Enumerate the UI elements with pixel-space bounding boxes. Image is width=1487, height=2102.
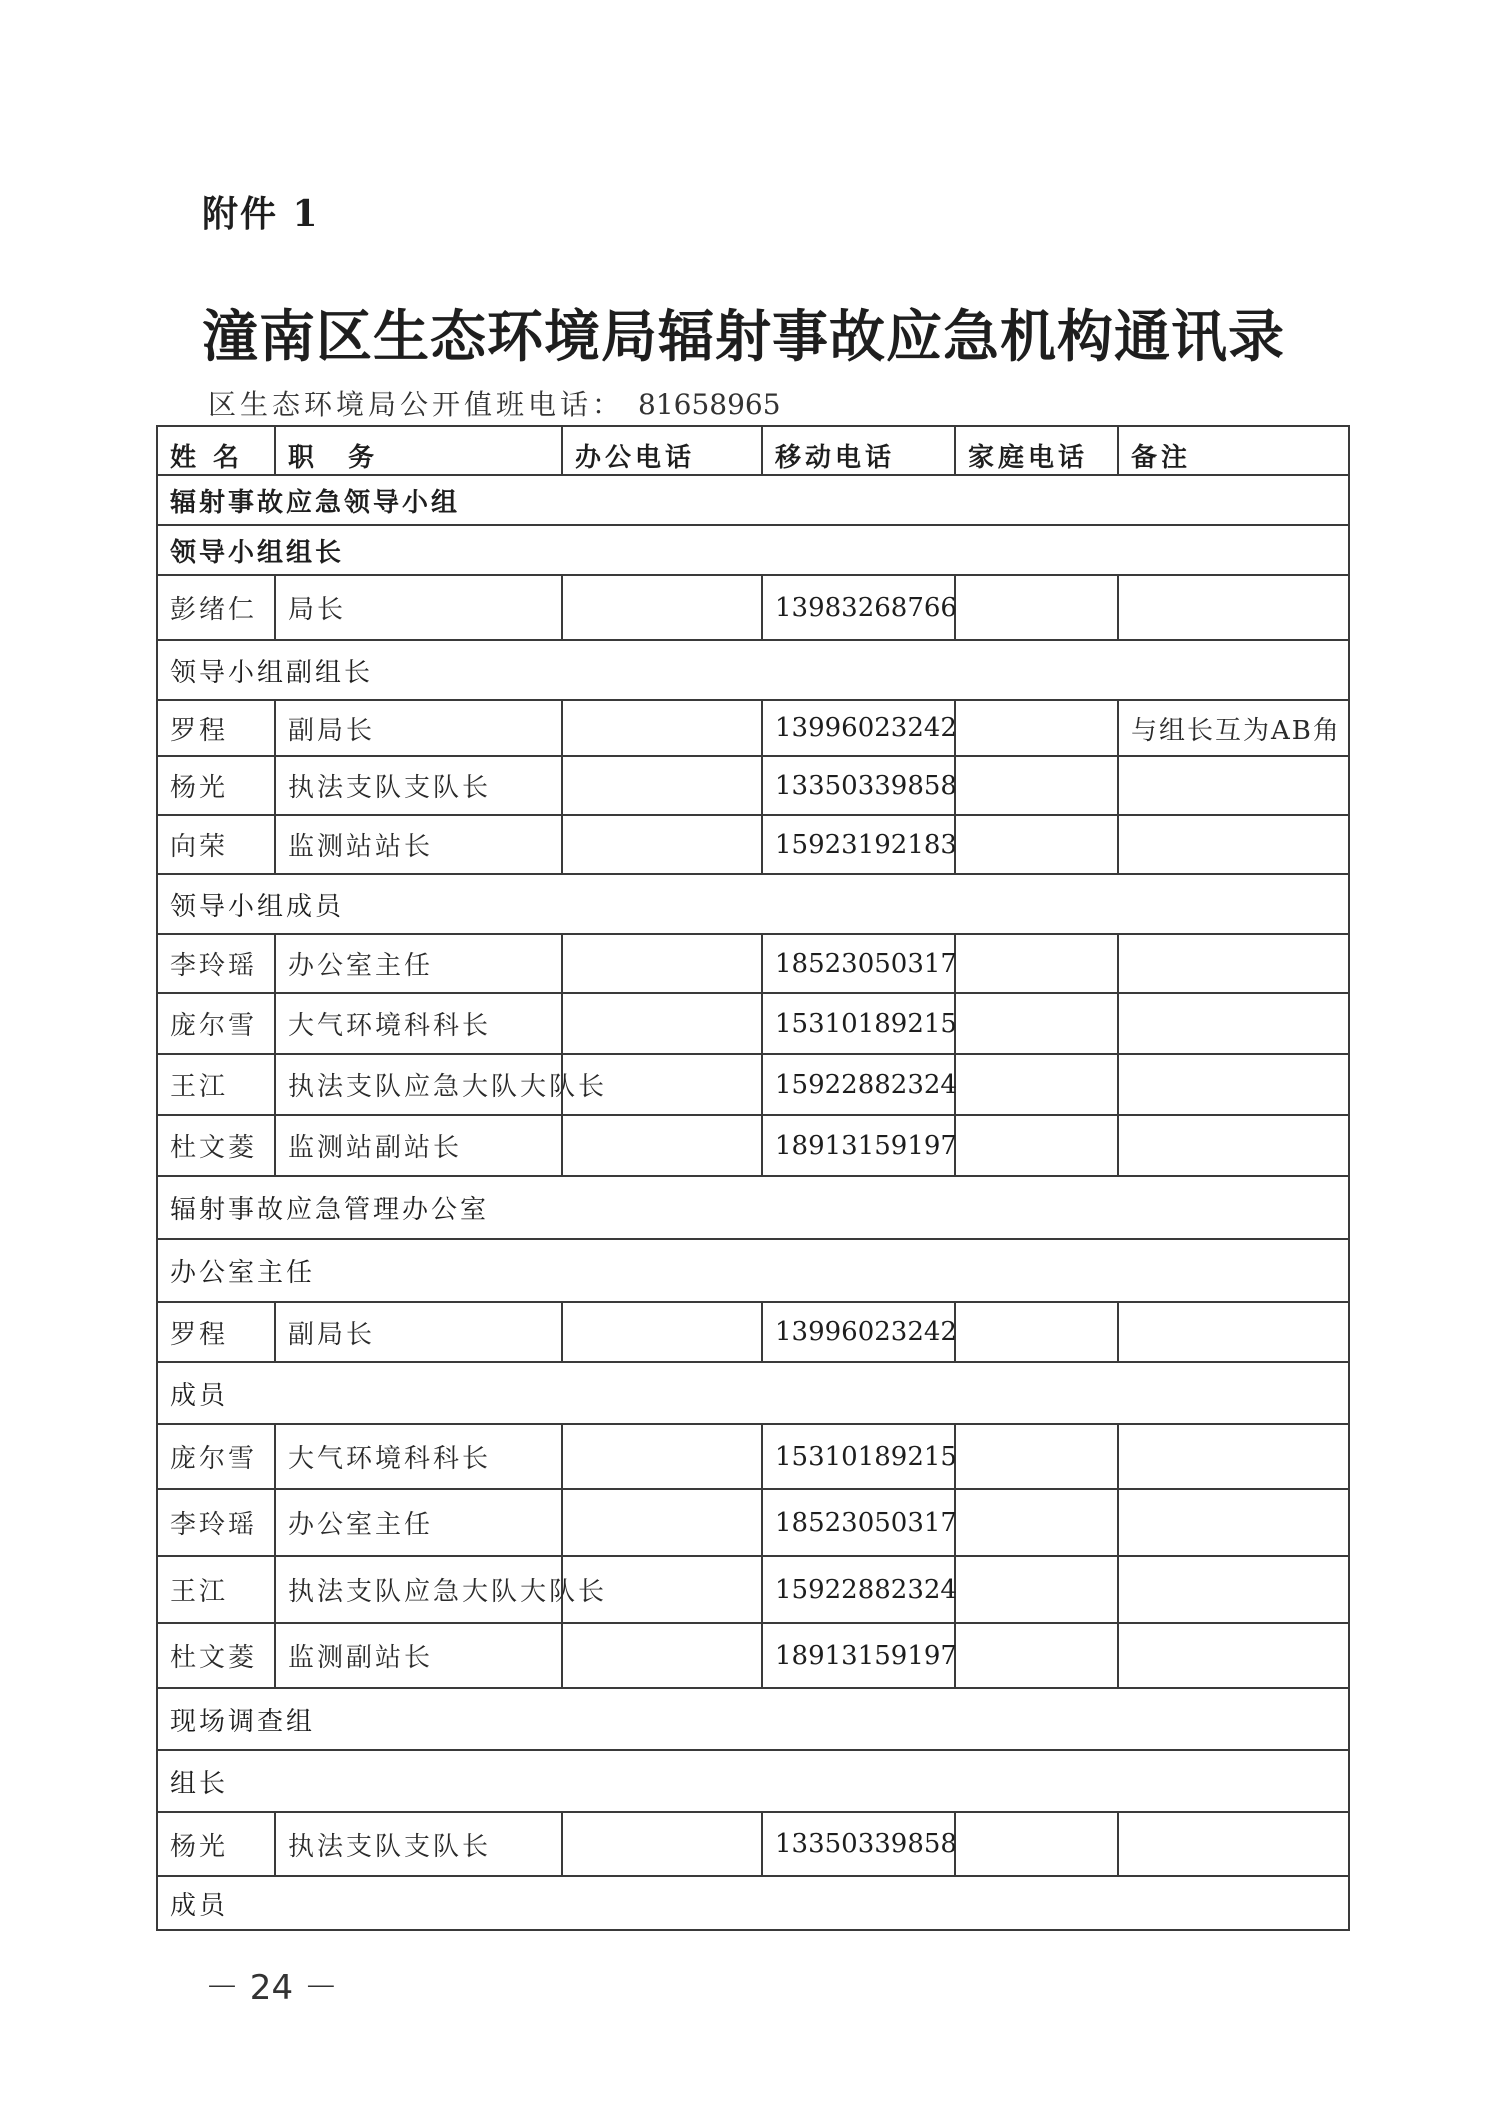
group-heading: 领导小组副组长 bbox=[157, 640, 1349, 700]
home-phone bbox=[955, 700, 1118, 756]
contact-row bbox=[157, 934, 1349, 993]
note-cell bbox=[1118, 1424, 1349, 1489]
person-name: 杜文菱 bbox=[157, 1115, 275, 1176]
home-phone bbox=[955, 1812, 1118, 1876]
column-header: 姓 名 bbox=[157, 426, 275, 475]
note-cell bbox=[1118, 756, 1349, 815]
person-name: 杜文菱 bbox=[157, 1623, 275, 1688]
group-heading-row bbox=[157, 1876, 1349, 1930]
office-phone bbox=[562, 1115, 762, 1176]
contact-row bbox=[157, 575, 1349, 640]
mobile-phone: 15310189215 bbox=[762, 993, 955, 1054]
column-header: 家庭电话 bbox=[955, 426, 1118, 475]
person-position: 副局长 bbox=[275, 700, 562, 756]
office-phone bbox=[562, 934, 762, 993]
group-heading-row bbox=[157, 640, 1349, 700]
note-cell bbox=[1118, 1556, 1349, 1623]
group-heading: 组长 bbox=[157, 1750, 1349, 1812]
contact-table-body bbox=[157, 426, 1349, 1930]
group-heading: 领导小组组长 bbox=[157, 525, 1349, 575]
header-row bbox=[157, 426, 1349, 475]
office-phone bbox=[562, 700, 762, 756]
home-phone bbox=[955, 1556, 1118, 1623]
note-cell bbox=[1118, 1623, 1349, 1688]
person-position: 执法支队应急大队大队长 bbox=[275, 1054, 562, 1115]
group-heading: 办公室主任 bbox=[157, 1239, 1349, 1302]
home-phone bbox=[955, 1115, 1118, 1176]
duty-phone-label: 区生态环境局公开值班电话： bbox=[208, 388, 625, 421]
person-position: 监测副站长 bbox=[275, 1623, 562, 1688]
person-name: 李玲瑶 bbox=[157, 934, 275, 993]
note-cell bbox=[1118, 1115, 1349, 1176]
contact-directory-table bbox=[156, 425, 1350, 1931]
note-cell bbox=[1118, 1054, 1349, 1115]
contact-row bbox=[157, 1623, 1349, 1688]
group-heading-row bbox=[157, 1362, 1349, 1424]
mobile-phone: 15922882324 bbox=[762, 1054, 955, 1115]
person-name: 罗程 bbox=[157, 700, 275, 756]
contact-row bbox=[157, 815, 1349, 874]
contact-row bbox=[157, 1424, 1349, 1489]
home-phone bbox=[955, 1489, 1118, 1556]
person-position: 副局长 bbox=[275, 1302, 562, 1362]
office-phone bbox=[562, 1623, 762, 1688]
person-name: 庞尔雪 bbox=[157, 1424, 275, 1489]
column-header: 移动电话 bbox=[762, 426, 955, 475]
group-heading: 领导小组成员 bbox=[157, 874, 1349, 934]
person-position: 大气环境科科长 bbox=[275, 993, 562, 1054]
column-header: 备注 bbox=[1118, 426, 1349, 475]
office-phone bbox=[562, 1812, 762, 1876]
home-phone bbox=[955, 815, 1118, 874]
mobile-phone: 18523050317 bbox=[762, 934, 955, 993]
person-name: 彭绪仁 bbox=[157, 575, 275, 640]
person-name: 杨光 bbox=[157, 1812, 275, 1876]
person-name: 杨光 bbox=[157, 756, 275, 815]
home-phone bbox=[955, 1424, 1118, 1489]
note-cell bbox=[1118, 1302, 1349, 1362]
group-heading-row bbox=[157, 1239, 1349, 1302]
person-name: 罗程 bbox=[157, 1302, 275, 1362]
office-phone bbox=[562, 1489, 762, 1556]
home-phone bbox=[955, 575, 1118, 640]
note-cell bbox=[1118, 993, 1349, 1054]
person-position: 办公室主任 bbox=[275, 1489, 562, 1556]
mobile-phone: 15310189215 bbox=[762, 1424, 955, 1489]
mobile-phone: 18913159197 bbox=[762, 1623, 955, 1688]
person-name: 向荣 bbox=[157, 815, 275, 874]
note-cell bbox=[1118, 934, 1349, 993]
group-heading-row bbox=[157, 525, 1349, 575]
office-phone bbox=[562, 756, 762, 815]
group-heading-row bbox=[157, 874, 1349, 934]
mobile-phone: 15923192183 bbox=[762, 815, 955, 874]
mobile-phone: 13350339858 bbox=[762, 756, 955, 815]
home-phone bbox=[955, 756, 1118, 815]
group-heading-row bbox=[157, 1750, 1349, 1812]
home-phone bbox=[955, 1054, 1118, 1115]
group-heading: 成员 bbox=[157, 1876, 1349, 1930]
office-phone bbox=[562, 1302, 762, 1362]
column-header: 办公电话 bbox=[562, 426, 762, 475]
note-cell: 与组长互为AB角 bbox=[1118, 700, 1349, 756]
person-position: 大气环境科科长 bbox=[275, 1424, 562, 1489]
office-phone bbox=[562, 993, 762, 1054]
person-position: 执法支队应急大队大队长 bbox=[275, 1556, 562, 1623]
office-phone bbox=[562, 1424, 762, 1489]
mobile-phone: 13983268766 bbox=[762, 575, 955, 640]
person-name: 庞尔雪 bbox=[157, 993, 275, 1054]
person-position: 局长 bbox=[275, 575, 562, 640]
mobile-phone: 18913159197 bbox=[762, 1115, 955, 1176]
contact-row bbox=[157, 1812, 1349, 1876]
column-header: 职 务 bbox=[275, 426, 562, 475]
office-phone bbox=[562, 575, 762, 640]
contact-row bbox=[157, 1115, 1349, 1176]
group-heading: 成员 bbox=[157, 1362, 1349, 1424]
mobile-phone: 18523050317 bbox=[762, 1489, 955, 1556]
contact-row bbox=[157, 1054, 1349, 1115]
group-heading: 现场调查组 bbox=[157, 1688, 1349, 1750]
group-heading-row bbox=[157, 1176, 1349, 1239]
note-cell bbox=[1118, 1812, 1349, 1876]
contact-row bbox=[157, 700, 1349, 756]
note-cell bbox=[1118, 815, 1349, 874]
person-position: 办公室主任 bbox=[275, 934, 562, 993]
mobile-phone: 13996023242 bbox=[762, 1302, 955, 1362]
group-heading-row bbox=[157, 1688, 1349, 1750]
mobile-phone: 13996023242 bbox=[762, 700, 955, 756]
contact-row bbox=[157, 756, 1349, 815]
note-cell bbox=[1118, 575, 1349, 640]
person-position: 监测站站长 bbox=[275, 815, 562, 874]
duty-phone-line bbox=[208, 383, 781, 423]
group-heading: 辐射事故应急管理办公室 bbox=[157, 1176, 1349, 1239]
contact-row bbox=[157, 1489, 1349, 1556]
home-phone bbox=[955, 1623, 1118, 1688]
home-phone bbox=[955, 993, 1118, 1054]
home-phone bbox=[955, 1302, 1118, 1362]
group-heading: 辐射事故应急领导小组 bbox=[157, 475, 1349, 525]
person-position: 监测站副站长 bbox=[275, 1115, 562, 1176]
person-name: 王江 bbox=[157, 1054, 275, 1115]
group-heading-row bbox=[157, 475, 1349, 525]
home-phone bbox=[955, 934, 1118, 993]
contact-row bbox=[157, 1556, 1349, 1623]
person-position: 执法支队支队长 bbox=[275, 756, 562, 815]
note-cell bbox=[1118, 1489, 1349, 1556]
attachment-label: 附件 1 bbox=[202, 193, 320, 235]
duty-phone-number: 81658965 bbox=[638, 388, 781, 421]
document-title: 潼南区生态环境局辐射事故应急机构通讯录 bbox=[202, 304, 1285, 370]
contact-row bbox=[157, 1302, 1349, 1362]
office-phone bbox=[562, 815, 762, 874]
contact-row bbox=[157, 993, 1349, 1054]
person-name: 李玲瑶 bbox=[157, 1489, 275, 1556]
page-number: － 24 － bbox=[205, 1968, 338, 2008]
person-position: 执法支队支队长 bbox=[275, 1812, 562, 1876]
person-name: 王江 bbox=[157, 1556, 275, 1623]
mobile-phone: 15922882324 bbox=[762, 1556, 955, 1623]
mobile-phone: 13350339858 bbox=[762, 1812, 955, 1876]
